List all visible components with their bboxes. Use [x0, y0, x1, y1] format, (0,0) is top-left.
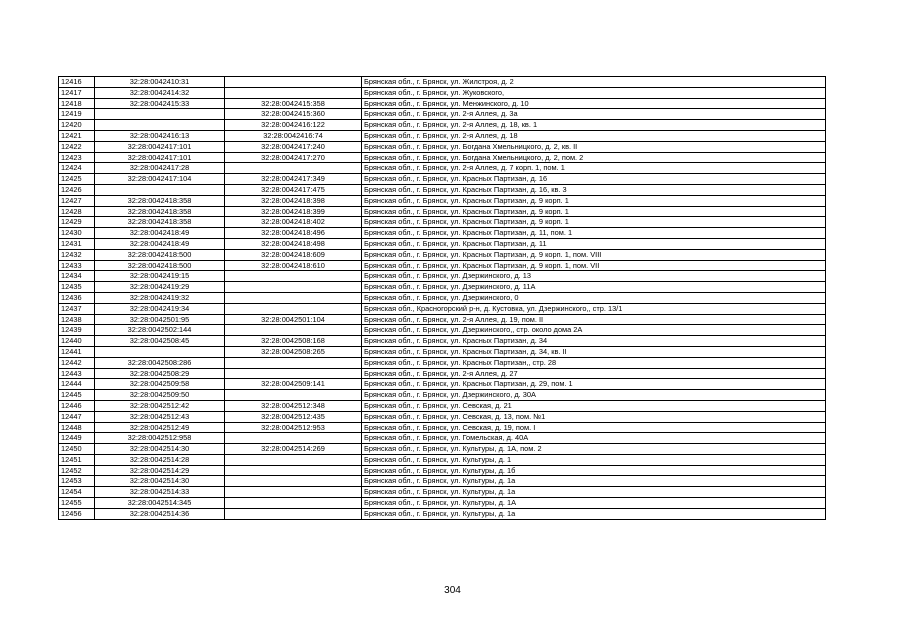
address-cell: Брянская обл., Красногорский р-н, д. Кустовка, ул. Дзержинского,, стр. 13/1 [362, 303, 826, 314]
parcel-cadastral-number-cell: 32:28:0042417:101 [95, 152, 225, 163]
parcel-cadastral-number-cell: 32:28:0042419:15 [95, 271, 225, 282]
address-cell: Брянская обл., г. Брянск, ул. Богдана Хмельницкого, д. 2, пом. 2 [362, 152, 826, 163]
object-cadastral-number-cell [225, 390, 362, 401]
address-cell: Брянская обл., г. Брянск, ул. 2-я Аллея, д. 27 [362, 368, 826, 379]
parcel-cadastral-number-cell: 32:28:0042514:30 [95, 444, 225, 455]
table-row [59, 498, 826, 509]
table-row [59, 249, 826, 260]
parcel-cadastral-number-cell: 32:28:0042512:49 [95, 422, 225, 433]
object-cadastral-number-cell [225, 487, 362, 498]
address-cell: Брянская обл., г. Брянск, ул. Культуры, д. 1а [362, 487, 826, 498]
table-row [59, 303, 826, 314]
object-cadastral-number-cell: 32:28:0042418:610 [225, 260, 362, 271]
parcel-cadastral-number-cell: 32:28:0042418:500 [95, 249, 225, 260]
object-cadastral-number-cell: 32:28:0042418:399 [225, 206, 362, 217]
table-row [59, 184, 826, 195]
row-number-cell: 12429 [59, 217, 95, 228]
parcel-cadastral-number-cell: 32:28:0042418:358 [95, 206, 225, 217]
table-row [59, 325, 826, 336]
parcel-cadastral-number-cell: 32:28:0042419:32 [95, 292, 225, 303]
object-cadastral-number-cell [225, 163, 362, 174]
table-row [59, 228, 826, 239]
parcel-cadastral-number-cell: 32:28:0042514:28 [95, 454, 225, 465]
row-number-cell: 12434 [59, 271, 95, 282]
parcel-cadastral-number-cell [95, 120, 225, 131]
object-cadastral-number-cell [225, 433, 362, 444]
address-cell: Брянская обл., г. Брянск, ул. Дзержинского, д. 11А [362, 282, 826, 293]
object-cadastral-number-cell: 32:28:0042508:168 [225, 336, 362, 347]
parcel-cadastral-number-cell: 32:28:0042418:358 [95, 217, 225, 228]
table-row [59, 120, 826, 131]
address-cell: Брянская обл., г. Брянск, ул. Культуры, д. 1А, пом. 2 [362, 444, 826, 455]
object-cadastral-number-cell: 32:28:0042416:74 [225, 130, 362, 141]
parcel-cadastral-number-cell [95, 109, 225, 120]
table-row [59, 217, 826, 228]
object-cadastral-number-cell [225, 368, 362, 379]
parcel-cadastral-number-cell: 32:28:0042508:286 [95, 357, 225, 368]
address-cell: Брянская обл., г. Брянск, ул. Красных Партизан, д. 34, кв. II [362, 346, 826, 357]
parcel-cadastral-number-cell: 32:28:0042419:29 [95, 282, 225, 293]
parcel-cadastral-number-cell [95, 184, 225, 195]
table-row [59, 444, 826, 455]
address-cell: Брянская обл., г. Брянск, ул. Жуковского, [362, 87, 826, 98]
row-number-cell: 12450 [59, 444, 95, 455]
address-cell: Брянская обл., г. Брянск, ул. Красных Партизан, д. 16 [362, 174, 826, 185]
table-row [59, 130, 826, 141]
table-row [59, 422, 826, 433]
address-cell: Брянская обл., г. Брянск, ул. Дзержинского, 0 [362, 292, 826, 303]
table-row [59, 314, 826, 325]
row-number-cell: 12421 [59, 130, 95, 141]
object-cadastral-number-cell [225, 508, 362, 519]
object-cadastral-number-cell: 32:28:0042416:122 [225, 120, 362, 131]
object-cadastral-number-cell [225, 454, 362, 465]
object-cadastral-number-cell [225, 271, 362, 282]
row-number-cell: 12443 [59, 368, 95, 379]
page-number: 304 [444, 585, 461, 596]
address-cell: Брянская обл., г. Брянск, ул. 2-я Аллея, д. 3а [362, 109, 826, 120]
table-row [59, 282, 826, 293]
parcel-cadastral-number-cell: 32:28:0042419:34 [95, 303, 225, 314]
parcel-cadastral-number-cell: 32:28:0042508:45 [95, 336, 225, 347]
address-cell: Брянская обл., г. Брянск, ул. Менжинского, д. 10 [362, 98, 826, 109]
row-number-cell: 12423 [59, 152, 95, 163]
row-number-cell: 12424 [59, 163, 95, 174]
parcel-cadastral-number-cell: 32:28:0042512:958 [95, 433, 225, 444]
parcel-cadastral-number-cell: 32:28:0042514:33 [95, 487, 225, 498]
address-cell: Брянская обл., г. Брянск, ул. Дзержинского,, стр. около дома 2А [362, 325, 826, 336]
object-cadastral-number-cell: 32:28:0042417:475 [225, 184, 362, 195]
address-cell: Брянская обл., г. Брянск, ул. Дзержинского, д. 13 [362, 271, 826, 282]
row-number-cell: 12422 [59, 141, 95, 152]
row-number-cell: 12449 [59, 433, 95, 444]
row-number-cell: 12426 [59, 184, 95, 195]
address-cell: Брянская обл., г. Брянск, ул. Севская, д. 13, пом. №1 [362, 411, 826, 422]
table-row [59, 487, 826, 498]
object-cadastral-number-cell: 32:28:0042417:349 [225, 174, 362, 185]
row-number-cell: 12418 [59, 98, 95, 109]
object-cadastral-number-cell: 32:28:0042418:398 [225, 195, 362, 206]
address-cell: Брянская обл., г. Брянск, ул. Культуры, д. 1 [362, 454, 826, 465]
table-row [59, 271, 826, 282]
address-cell: Брянская обл., г. Брянск, ул. Красных Партизан, д. 9 корп. 1 [362, 206, 826, 217]
address-cell: Брянская обл., г. Брянск, ул. Дзержинского, д. 30А [362, 390, 826, 401]
parcel-cadastral-number-cell: 32:28:0042410:31 [95, 77, 225, 88]
table-row [59, 433, 826, 444]
parcel-cadastral-number-cell: 32:28:0042509:50 [95, 390, 225, 401]
address-cell: Брянская обл., г. Брянск, ул. Красных Партизан, д. 9 корп. 1 [362, 217, 826, 228]
table-row [59, 476, 826, 487]
object-cadastral-number-cell [225, 498, 362, 509]
table-row [59, 411, 826, 422]
row-number-cell: 12441 [59, 346, 95, 357]
table-row [59, 357, 826, 368]
object-cadastral-number-cell: 32:28:0042417:270 [225, 152, 362, 163]
address-cell: Брянская обл., г. Брянск, ул. Севская, д. 21 [362, 400, 826, 411]
row-number-cell: 12420 [59, 120, 95, 131]
address-cell: Брянская обл., г. Брянск, ул. Красных Партизан, д. 16, кв. 3 [362, 184, 826, 195]
parcel-cadastral-number-cell: 32:28:0042417:104 [95, 174, 225, 185]
table-row [59, 87, 826, 98]
object-cadastral-number-cell [225, 87, 362, 98]
object-cadastral-number-cell [225, 465, 362, 476]
row-number-cell: 12448 [59, 422, 95, 433]
parcel-cadastral-number-cell: 32:28:0042514:30 [95, 476, 225, 487]
table-row [59, 238, 826, 249]
address-cell: Брянская обл., г. Брянск, ул. Красных Партизан, д. 11 [362, 238, 826, 249]
object-cadastral-number-cell: 32:28:0042509:141 [225, 379, 362, 390]
row-number-cell: 12425 [59, 174, 95, 185]
table-row [59, 152, 826, 163]
table-row [59, 508, 826, 519]
object-cadastral-number-cell: 32:28:0042418:498 [225, 238, 362, 249]
table-row [59, 109, 826, 120]
table-row [59, 368, 826, 379]
parcel-cadastral-number-cell: 32:28:0042501:95 [95, 314, 225, 325]
address-cell: Брянская обл., г. Брянск, ул. Красных Партизан, д. 11, пом. 1 [362, 228, 826, 239]
object-cadastral-number-cell [225, 325, 362, 336]
object-cadastral-number-cell: 32:28:0042512:953 [225, 422, 362, 433]
row-number-cell: 12439 [59, 325, 95, 336]
row-number-cell: 12436 [59, 292, 95, 303]
object-cadastral-number-cell [225, 77, 362, 88]
parcel-cadastral-number-cell [95, 346, 225, 357]
address-cell: Брянская обл., г. Брянск, ул. Красных Партизан, д. 9 корп. 1 [362, 195, 826, 206]
row-number-cell: 12427 [59, 195, 95, 206]
address-cell: Брянская обл., г. Брянск, ул. Культуры, д. 1А [362, 498, 826, 509]
row-number-cell: 12431 [59, 238, 95, 249]
row-number-cell: 12447 [59, 411, 95, 422]
parcel-cadastral-number-cell: 32:28:0042418:49 [95, 228, 225, 239]
row-number-cell: 12417 [59, 87, 95, 98]
object-cadastral-number-cell: 32:28:0042501:104 [225, 314, 362, 325]
parcel-cadastral-number-cell: 32:28:0042418:358 [95, 195, 225, 206]
table-row [59, 174, 826, 185]
table-row [59, 336, 826, 347]
object-cadastral-number-cell: 32:28:0042514:269 [225, 444, 362, 455]
address-cell: Брянская обл., г. Брянск, ул. Культуры, д. 1а [362, 508, 826, 519]
row-number-cell: 12435 [59, 282, 95, 293]
object-cadastral-number-cell: 32:28:0042512:348 [225, 400, 362, 411]
table-row [59, 400, 826, 411]
parcel-cadastral-number-cell: 32:28:0042418:49 [95, 238, 225, 249]
address-cell: Брянская обл., г. Брянск, ул. Гомельская, д. 40А [362, 433, 826, 444]
parcel-cadastral-number-cell: 32:28:0042514:345 [95, 498, 225, 509]
address-cell: Брянская обл., г. Брянск, ул. Красных Партизан, д. 29, пом. 1 [362, 379, 826, 390]
parcel-cadastral-number-cell: 32:28:0042512:42 [95, 400, 225, 411]
row-number-cell: 12428 [59, 206, 95, 217]
row-number-cell: 12433 [59, 260, 95, 271]
table-row [59, 292, 826, 303]
row-number-cell: 12445 [59, 390, 95, 401]
address-cell: Брянская обл., г. Брянск, ул. Красных Партизан, д. 34 [362, 336, 826, 347]
row-number-cell: 12416 [59, 77, 95, 88]
address-cell: Брянская обл., г. Брянск, ул. Красных Партизан, д. 9 корп. 1, пом. VIII [362, 249, 826, 260]
parcel-cadastral-number-cell: 32:28:0042414:32 [95, 87, 225, 98]
table-row [59, 379, 826, 390]
address-cell: Брянская обл., г. Брянск, ул. Жилстроя, д. 2 [362, 77, 826, 88]
row-number-cell: 12419 [59, 109, 95, 120]
parcel-cadastral-number-cell: 32:28:0042415:33 [95, 98, 225, 109]
table-row [59, 141, 826, 152]
object-cadastral-number-cell: 32:28:0042418:402 [225, 217, 362, 228]
address-cell: Брянская обл., г. Брянск, ул. 2-я Аллея, д. 18, кв. 1 [362, 120, 826, 131]
row-number-cell: 12430 [59, 228, 95, 239]
parcel-cadastral-number-cell: 32:28:0042514:36 [95, 508, 225, 519]
parcel-cadastral-number-cell: 32:28:0042417:28 [95, 163, 225, 174]
object-cadastral-number-cell: 32:28:0042417:240 [225, 141, 362, 152]
object-cadastral-number-cell: 32:28:0042415:360 [225, 109, 362, 120]
parcel-cadastral-number-cell: 32:28:0042508:29 [95, 368, 225, 379]
address-cell: Брянская обл., г. Брянск, ул. Красных Партизан,, стр. 28 [362, 357, 826, 368]
address-cell: Брянская обл., г. Брянск, ул. Севская, д. 19, пом. I [362, 422, 826, 433]
object-cadastral-number-cell: 32:28:0042508:265 [225, 346, 362, 357]
address-cell: Брянская обл., г. Брянск, ул. 2-я Аллея, д. 7 корп. 1, пом. 1 [362, 163, 826, 174]
parcel-cadastral-number-cell: 32:28:0042416:13 [95, 130, 225, 141]
row-number-cell: 12440 [59, 336, 95, 347]
parcel-cadastral-number-cell: 32:28:0042418:500 [95, 260, 225, 271]
table-row [59, 77, 826, 88]
object-cadastral-number-cell [225, 292, 362, 303]
table-row [59, 346, 826, 357]
table-row [59, 98, 826, 109]
row-number-cell: 12456 [59, 508, 95, 519]
address-cell: Брянская обл., г. Брянск, ул. Культуры, д. 1а [362, 476, 826, 487]
row-number-cell: 12455 [59, 498, 95, 509]
table-row [59, 454, 826, 465]
cadastral-table [58, 76, 826, 520]
address-cell: Брянская обл., г. Брянск, ул. Культуры, д. 1б [362, 465, 826, 476]
parcel-cadastral-number-cell: 32:28:0042502:144 [95, 325, 225, 336]
parcel-cadastral-number-cell: 32:28:0042417:101 [95, 141, 225, 152]
address-cell: Брянская обл., г. Брянск, ул. 2-я Аллея, д. 19, пом. II [362, 314, 826, 325]
object-cadastral-number-cell: 32:28:0042512:435 [225, 411, 362, 422]
object-cadastral-number-cell: 32:28:0042415:358 [225, 98, 362, 109]
object-cadastral-number-cell [225, 357, 362, 368]
address-cell: Брянская обл., г. Брянск, ул. 2-я Аллея, д. 18 [362, 130, 826, 141]
parcel-cadastral-number-cell: 32:28:0042509:58 [95, 379, 225, 390]
row-number-cell: 12452 [59, 465, 95, 476]
row-number-cell: 12438 [59, 314, 95, 325]
row-number-cell: 12454 [59, 487, 95, 498]
row-number-cell: 12437 [59, 303, 95, 314]
object-cadastral-number-cell: 32:28:0042418:609 [225, 249, 362, 260]
table-row [59, 465, 826, 476]
object-cadastral-number-cell [225, 282, 362, 293]
object-cadastral-number-cell [225, 476, 362, 487]
table-row [59, 206, 826, 217]
row-number-cell: 12432 [59, 249, 95, 260]
object-cadastral-number-cell [225, 303, 362, 314]
table-row [59, 163, 826, 174]
address-cell: Брянская обл., г. Брянск, ул. Богдана Хмельницкого, д. 2, кв. II [362, 141, 826, 152]
row-number-cell: 12442 [59, 357, 95, 368]
row-number-cell: 12444 [59, 379, 95, 390]
table-row [59, 390, 826, 401]
row-number-cell: 12453 [59, 476, 95, 487]
table-row [59, 260, 826, 271]
row-number-cell: 12446 [59, 400, 95, 411]
object-cadastral-number-cell: 32:28:0042418:496 [225, 228, 362, 239]
parcel-cadastral-number-cell: 32:28:0042514:29 [95, 465, 225, 476]
table-row [59, 195, 826, 206]
row-number-cell: 12451 [59, 454, 95, 465]
parcel-cadastral-number-cell: 32:28:0042512:43 [95, 411, 225, 422]
address-cell: Брянская обл., г. Брянск, ул. Красных Партизан, д. 9 корп. 1, пом. VII [362, 260, 826, 271]
cadastral-table-body [59, 77, 826, 520]
